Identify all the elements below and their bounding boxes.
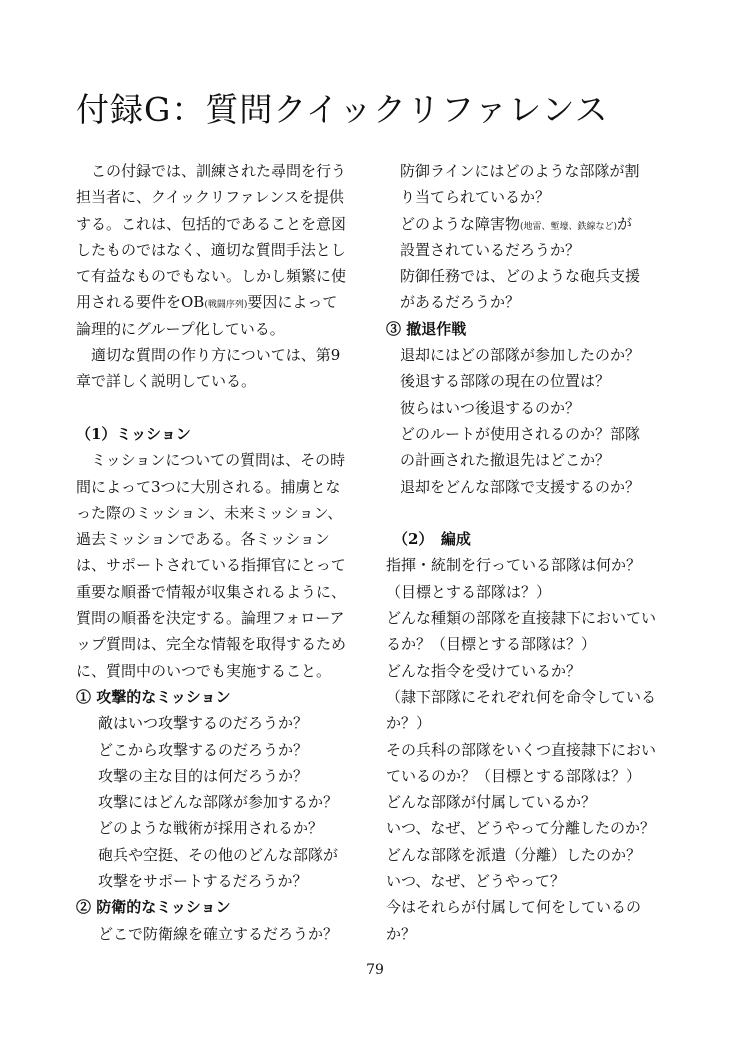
- mission-line: ミッションについての質問は、その時: [91, 451, 346, 470]
- subheading-defensive: ② 防衛的なミッション: [76, 898, 231, 917]
- defensive-item: 設置されているだろうか？: [400, 240, 581, 259]
- page-number: 79: [366, 962, 384, 978]
- intro-line-ob: [76, 289, 366, 315]
- defensive-item: があるだろうか？: [400, 293, 521, 312]
- section-heading-mission: （1）ミッション: [76, 424, 191, 443]
- mission-line: 質問の順番を決定する。論理フォローア: [76, 609, 345, 628]
- mission-line: った際のミッション、未来ミッション、: [76, 503, 343, 522]
- retreat-item: 退却にはどの部隊が参加したのか？: [400, 346, 641, 365]
- offensive-item: 砲兵や空挺、その他のどんな部隊が: [98, 845, 339, 864]
- organization-line: どんな種類の部隊を直接隷下においてい: [386, 609, 657, 628]
- retreat-item: 後退する部隊の現在の位置は？: [400, 372, 611, 391]
- retreat-item: どのルートが使用されるのか？部隊: [400, 424, 641, 443]
- retreat-item: 退却をどんな部隊で支援するのか？: [400, 477, 641, 496]
- intro-line: 論理的にグループ化している。: [76, 319, 285, 338]
- defensive-item: り当てられているか？: [400, 188, 551, 207]
- defensive-item: どこで防衛線を確立するだろうか？: [98, 924, 339, 943]
- intro-line: 章で詳しく説明している。: [76, 372, 257, 391]
- mission-line: ップ質問は、完全な情報を取得するため: [76, 635, 347, 654]
- defensive-item: 防御ラインにはどのような部隊が割: [400, 162, 640, 180]
- organization-line: いつ、なぜ、どうやって分離したのか？: [386, 819, 655, 838]
- organization-line: どんな部隊を派遣（分離）したのか？: [386, 845, 642, 864]
- defensive-item: 防御任務では、どのような砲兵支援: [400, 267, 641, 286]
- intro-line: この付録では、訓練された尋問を行う: [91, 162, 347, 180]
- organization-line: 指揮・統制を行っている部隊は何か？: [386, 556, 642, 575]
- subheading-retreat: ③ 撤退作戦: [386, 319, 467, 338]
- organization-line: どんな部隊が付属しているか？: [386, 793, 597, 812]
- organization-line: か？: [386, 924, 417, 943]
- organization-line: るか？（目標とする部隊は？）: [386, 635, 597, 654]
- intro-ob-note: (戦闘序列): [204, 300, 248, 311]
- retreat-item: 彼らはいつ後退するのか？: [400, 398, 581, 417]
- left-column: [76, 158, 366, 947]
- organization-line: （隷下部隊にそれぞれ何を命令している: [386, 687, 657, 706]
- intro-line: する。これは、包括的であることを意図: [76, 214, 347, 233]
- offensive-item: 攻撃をサポートするだろうか？: [98, 872, 308, 891]
- organization-line: その兵科の部隊をいくつ直接隷下におい: [386, 740, 657, 759]
- page-title: 付録G：質問クイックリファレンス: [76, 90, 609, 129]
- right-column: [386, 158, 674, 947]
- organization-line: どんな指令を受けているか？: [386, 661, 582, 680]
- intro-line: したものではなく、適切な質問手法とし: [76, 240, 346, 259]
- offensive-item: どこから攻撃するのだろうか？: [98, 740, 309, 759]
- organization-line: 今はそれらが付属して何をしているの: [386, 898, 642, 917]
- mission-line: 重要な順番で情報が収集されるように、: [76, 582, 347, 601]
- organization-line: いつ、なぜ、どうやって？: [386, 872, 565, 891]
- organization-line: ているのか？（目標とする部隊は？）: [386, 766, 642, 785]
- offensive-item: 敵はいつ攻撃するのだろうか？: [98, 714, 309, 733]
- intro-ob-pre: 用される要件をOB: [76, 293, 205, 312]
- organization-line: か？）: [386, 714, 432, 733]
- obstacle-pre: どのような障害物: [400, 214, 521, 233]
- offensive-item: 攻撃の主な目的は何だろうか？: [98, 766, 309, 785]
- intro-line: 担当者に、クイックリファレンスを提供: [76, 188, 344, 207]
- mission-line: 過去ミッションである。各ミッション: [76, 530, 330, 549]
- retreat-item: の計画された撤退先はどこか？: [400, 451, 611, 470]
- offensive-item: 攻撃にはどんな部隊が参加するか？: [98, 793, 339, 812]
- offensive-item: どのような戦術が採用されるか？: [98, 819, 324, 838]
- intro-line: 適切な質問の作り方については、第9: [91, 346, 341, 365]
- section-heading-organization: （2） 編成: [393, 530, 471, 549]
- intro-line: て有益なものでもない。しかし頻繁に使: [76, 267, 347, 286]
- organization-line: （目標とする部隊は？）: [386, 582, 552, 601]
- defensive-item-obstacle: [386, 211, 674, 237]
- obstacle-note: (地雷、塹壕、鉄線など): [520, 221, 618, 232]
- mission-line: は、サポートされている指揮官にとって: [76, 556, 346, 575]
- intro-ob-post: 要因によって: [247, 293, 338, 312]
- subheading-offensive: ① 攻撃的なミッション: [76, 687, 231, 706]
- mission-line: に、質問中のいつでも実施すること。: [76, 661, 332, 680]
- mission-line: 間によって3つに大別される。捕虜とな: [76, 477, 341, 496]
- obstacle-post: が: [617, 214, 633, 233]
